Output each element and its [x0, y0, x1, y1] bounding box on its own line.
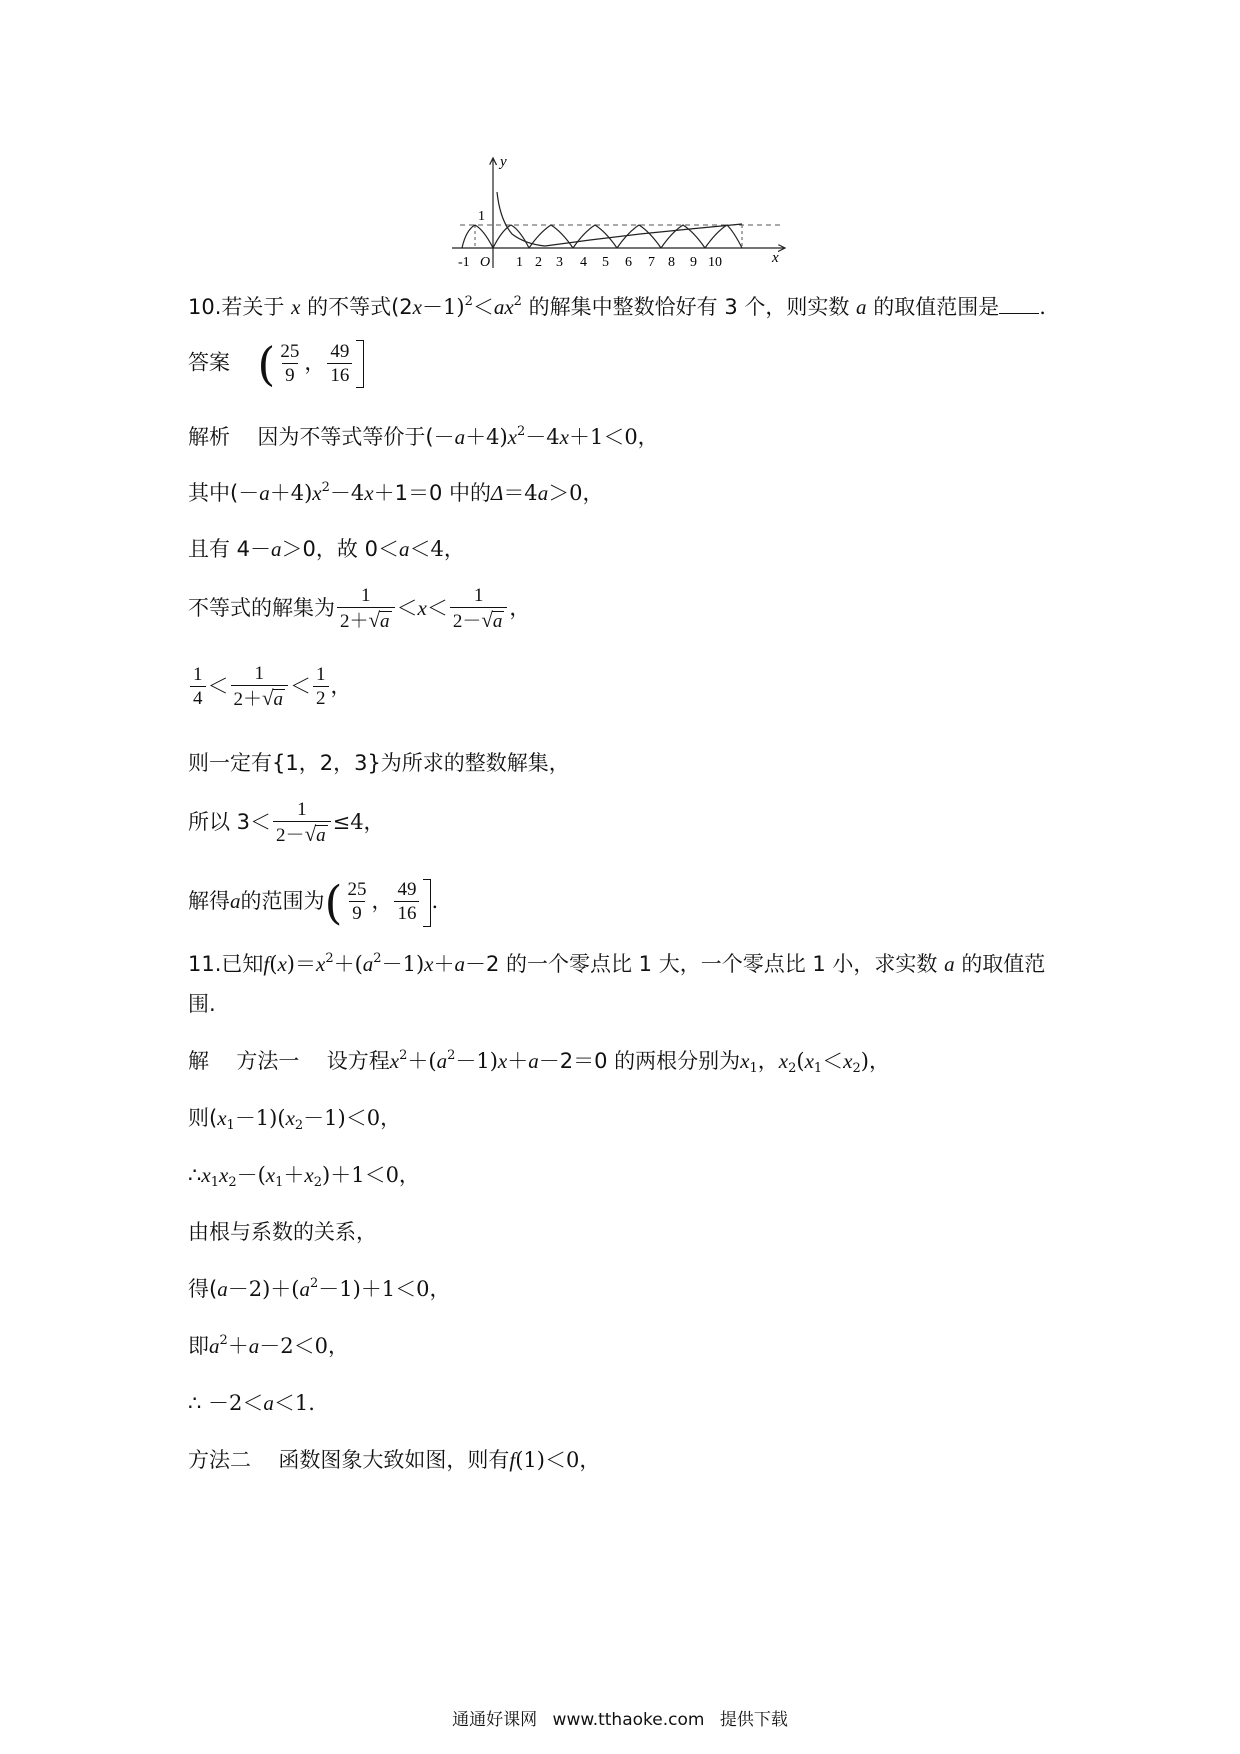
- text: 若关于: [221, 295, 285, 319]
- text: 的取值范围是: [873, 295, 1000, 319]
- fraction: $\frac{1}{2+√a}$: [231, 663, 289, 712]
- x-tick: 7: [648, 255, 655, 270]
- open-paren: (: [257, 337, 276, 391]
- var-x: x: [412, 295, 422, 319]
- fraction: $\frac{1}{2-√a}$: [450, 585, 508, 634]
- solution-line-3: $\therefore x_1x_2-(x_1+x_2)+1<0$，: [188, 1163, 420, 1190]
- x-tick: 5: [602, 255, 609, 270]
- answer-blank: [999, 295, 1039, 314]
- var-x: x: [504, 295, 514, 319]
- solution-line-5: 得$(a-2)+(a^2-1)+1<0$，: [188, 1276, 451, 1301]
- x-tick-labels: [458, 255, 722, 270]
- question-10: 10.若关于 x 的不等式$(2x-1)^2<ax^2$ 的解集中整数恰好有 3 个，则实数 a 的取值范围是 .: [188, 294, 1046, 319]
- footer-site-name: 通通好课网: [452, 1710, 538, 1730]
- function-graph: [0, 0, 1240, 290]
- x-tick: 8: [668, 255, 675, 270]
- fraction: $\frac{49}{16}$: [394, 879, 419, 926]
- question-11: 11.已知$f(x)=x^2+(a^2-1)x+a-2$ 的一个零点比 1 大，一个零点比 1 小，求实数 a 的取值范围.: [188, 951, 1046, 1016]
- x-tick: 2: [535, 255, 542, 270]
- text: 的不等式(2: [307, 295, 413, 319]
- analysis-line-2: 其中$(-a+4)x^2-4x+1=0$ 中的Δ＝4a＞0，: [188, 480, 604, 505]
- x-tick: 3: [556, 255, 563, 270]
- x-tick: 4: [580, 255, 587, 270]
- x-axis-label: x: [772, 250, 779, 266]
- analysis-line-4: 不等式的解集为 $\frac{1}{2+√a}$ ＜x＜ $\frac{1}{2-√a}$ ，: [188, 585, 531, 632]
- fraction: $\frac{25}{9}$: [347, 879, 367, 924]
- x-tick: -1: [458, 255, 470, 270]
- page-footer: [0, 1705, 1240, 1730]
- text: －1): [422, 295, 465, 319]
- var-a: a: [856, 295, 867, 319]
- answer-line: 答案 ( $\frac{25}{9}$ ， $\frac{49}{16}$: [188, 340, 364, 388]
- fraction: $\frac{1}{2-√a}$: [273, 799, 331, 848]
- fraction: $\frac{49}{16}$: [327, 341, 352, 388]
- solution-line-6: 即$a^2+a-2<0$，: [188, 1333, 350, 1358]
- x-tick: 1: [516, 255, 523, 270]
- var-a: a: [493, 295, 505, 319]
- answer-label: 答案: [188, 350, 230, 375]
- method-2-label: 方法二: [188, 1448, 251, 1472]
- y-axis-label: y: [500, 154, 507, 170]
- solution-line-2: 则$(x_1-1)(x_2-1)<0$，: [188, 1106, 402, 1133]
- solution-line-4: 由根与系数的关系，: [188, 1220, 377, 1244]
- x-tick: 10: [708, 255, 722, 270]
- method-1-label: 方法一: [236, 1049, 300, 1073]
- close-bracket: [356, 340, 364, 388]
- text: ＜: [472, 295, 494, 319]
- origin-label: O: [480, 255, 491, 270]
- footer-url[interactable]: www.tthaoke.com: [552, 1710, 705, 1730]
- footer-note: 提供下载: [719, 1710, 788, 1730]
- analysis-label: 解析: [188, 425, 230, 449]
- analysis-line-6: 则一定有{1，2，3}为所求的整数解集，: [188, 751, 570, 775]
- increasing-line: [545, 224, 742, 246]
- y-tick-1: 1: [478, 209, 485, 224]
- var-x: x: [291, 295, 301, 319]
- analysis-line-1: 解析 因为不等式等价于$(-a+4)x^2-4x+1<0$，: [188, 424, 659, 449]
- analysis-line-7: 所以 3＜ $\frac{1}{2-√a}$ ≤4，: [188, 799, 385, 846]
- analysis-line-5: $\frac{1}{4}$ ＜ $\frac{1}{2+√a}$ ＜ $\frac{1}{2}$ ，: [188, 660, 352, 712]
- analysis-line-8: 解得a的范围为( $\frac{25}{9}$ ， $\frac{49}{16}$ .: [188, 875, 439, 930]
- analysis-line-3: 且有 4－a＞0，故 0＜a＜4，: [188, 537, 465, 561]
- x-tick: 6: [625, 255, 632, 270]
- solution-line-1: 解 方法一 设方程$x^2+(a^2-1)x+a-2=0$ 的两根分别为$x_1$，$x_2(x_1<x_2)$，: [188, 1048, 890, 1076]
- question-number: 10.: [188, 295, 222, 319]
- text: .: [1039, 295, 1046, 319]
- fraction: $\frac{1}{2+√a}$: [337, 585, 395, 634]
- fraction: $\frac{1}{4}$: [190, 664, 206, 711]
- decreasing-curve: [497, 192, 545, 246]
- solution-line-7: ∴ －2＜a＜1.: [188, 1391, 315, 1415]
- solution-line-8: 方法二 函数图象大致如图，则有f(1)＜0，: [188, 1448, 601, 1472]
- fraction: $\frac{25}{9}$: [280, 340, 300, 386]
- x-tick: 9: [690, 255, 697, 270]
- solution-label: 解: [188, 1049, 209, 1073]
- text: 的解集中整数恰好有 3 个，则实数: [528, 295, 850, 319]
- fraction: $\frac{1}{2}$: [313, 664, 329, 711]
- question-number: 11.: [188, 952, 222, 976]
